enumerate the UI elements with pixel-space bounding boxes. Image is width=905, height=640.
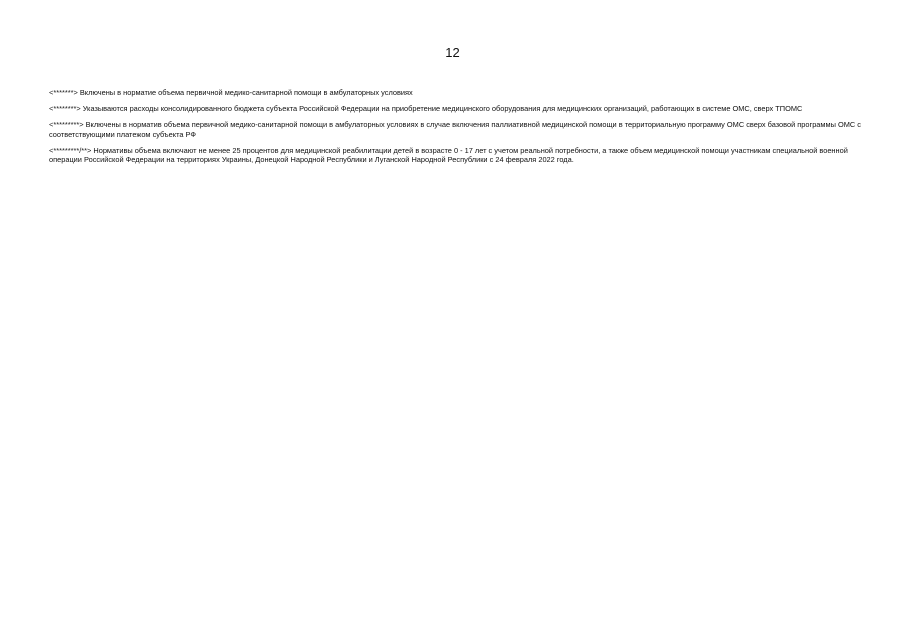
footnote-item: <********> Указываются расходы консолидированного бюджета субъекта Российской Федерации на приобретение медицинского оборудования для медицинских организаций, работающих в системе ОМС, сверх ТПОМС [49, 103, 803, 113]
page-number: 12 [445, 45, 460, 60]
footnote-item: <*******> Включены в норматие объема первичной медико-санитарной помощи в амбулаторных условиях [49, 88, 413, 97]
footnotes-block [49, 88, 861, 171]
footnote-item: <*********/**> Нормативы объема включают не менее 25 процентов для медицинской реабилитации детей в возрасте 0 - 17 лет с учетом реальной потребности, а также объем медицинской помощи участникам специальной военной операции Российской Федерации на территориях Украины, Донецкой Народной Республики и Луганской Народной Республики с 24 февраля 2022 года. [49, 145, 848, 165]
footnote-item: <*********> Включены в норматив объема первичной медико-санитарной помощи в амбулаторных условиях в случае включения паллиативной медицинской помощи в территориальную программу ОМС сверх базовой программы ОМС с соответствующими платежом субъекта РФ [49, 119, 861, 139]
